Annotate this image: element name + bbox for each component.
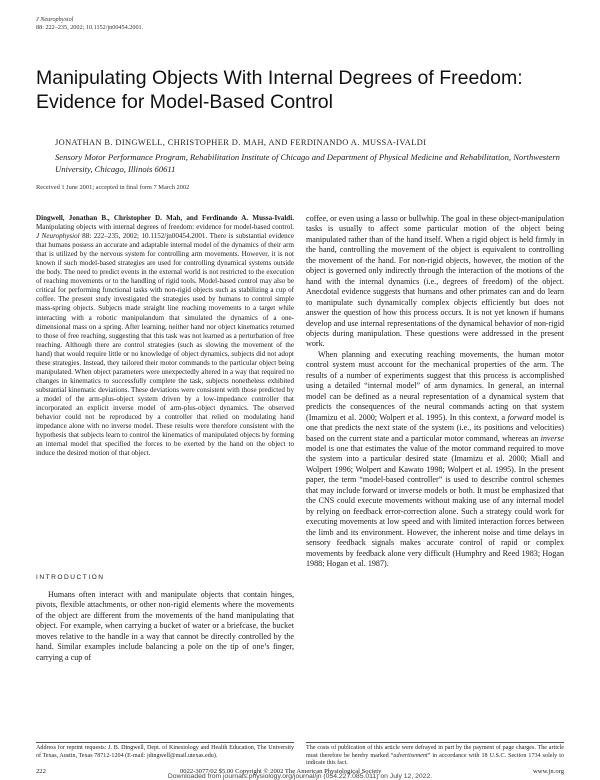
emphasis-forward: forward	[507, 412, 534, 422]
page-number: 222	[36, 768, 46, 775]
abstract	[36, 214, 294, 458]
abstract-journal-name: J Neurophysiol	[36, 232, 80, 241]
footnote-advertisement: advertisement	[393, 752, 428, 759]
footnote-reprint-address: Address for reprint requests: J. B. Dingwell, Dept. of Kinesiology and Health Education, The University of Texas, Austin, Texas 78712-1204 (E-mail: jdingwell@mail.utexas.edu).	[36, 745, 294, 759]
paper-title: Manipulating Objects With Internal Degrees of Freedom: Evidence for Model-Based Control	[36, 67, 523, 113]
author-list: JONATHAN B. DINGWELL, CHRISTOPHER D. MAH, AND FERDINANDO A. MUSSA-IVALDI	[55, 138, 427, 147]
copyright-line: 0022-3077/02 $5.00 Copyright © 2002 The American Physiological Society	[180, 768, 382, 775]
section-heading-introduction: INTRODUCTION	[36, 574, 105, 581]
emphasis-inverse: inverse	[540, 433, 564, 443]
abstract-citation-title: Manipulating objects with internal degrees of freedom: evidence for model-based control.	[36, 223, 294, 232]
journal-website: www.jn.org	[533, 768, 564, 775]
right-paragraph-1: coffee, or even using a lasso or bullwhip. The goal in these object-manipulation tasks is usually to affect some particular motion of the object being manipulated rather than of the hand itself. When a rigid object is held firmly in the hand, controlling the movement of the object is equivalent to controlling the movement of the hand. For non-rigid objects, however, the motion of the object is governed only indirectly through the interaction of the motions of the hand with the internal dynamics (i.e., degrees of freedom) of the object. Anecdotal evidence suggests that humans and other primates can and do learn to manipulate such dynamically complex objects efficiently but does not answer the question of how this process occurs. It is not yet known if humans develop and use internal representations of the dynamical behavior of non-rigid objects during manipulation. These questions were addressed in the present work.	[306, 214, 564, 349]
download-notice: Downloaded from journals.physiology.org/journal/jn (054.227.085.011) on July 12, 2022.	[167, 773, 433, 780]
abstract-authors: Dingwell, Jonathan B., Christopher D. Mah, and Ferdinando A. Mussa-Ivaldi.	[36, 214, 294, 222]
received-dates: Received 1 June 2001; accepted in final form 7 March 2002	[36, 184, 190, 191]
introduction-paragraph: Humans often interact with and manipulate objects that contain hinges, pivots, flexible attachments, or other non-rigid elements where the movements of the object are different from the movements of the hand manipulating that object. For example, when carrying a bucket of water or a briefcase, the bucket moves relative to the handle in a way that cannot be directly controlled by the hand. Similar examples include balancing a pole on the tip of one’s finger, carrying a cup of	[36, 590, 294, 662]
journal-header	[36, 16, 143, 31]
right-column-text	[306, 214, 564, 569]
abstract-body: There is substantial evidence that humans possess an accurate and adaptable internal model of the dynamics of their arm that is utilized by the nervous system for controlling arm movements. However, it is not known if such model-based strategies are used for controlling dynamical systems outside the body. The need to predict events in the external world is not restricted to the execution of reaching movements or to the handling of rigid tools. Model-based control may also be critical for performing functional tasks with non-rigid objects such as stabilizing a cup of coffee. The present study investigated the strategies used by humans to control simple mass-spring objects. Subjects made straight line reaching movements to a target while interacting with a robotic manipulandum that simulated the dynamics of a one-dimensional mass on a spring. After learning, neither hand nor object kinematics returned to those of free reaching, suggesting that this task was not learned as a perturbation of free reaching. Although there are control strategies (such as slowing the movement of the hand) that would require little or no knowledge of object dynamics, subjects did not adopt these strategies. Instead, they tailored their motor commands to the particular object being manipulated. When object parameters were unexpectedly altered in a way that required no changes in kinematics to successfully complete the task, subjects nonetheless exhibited substantial kinematic deviations. These deviations were consistent with those predicted by a model of the arm-plus-object system driven by a low-impedance controller that incorporated an explicit inverse model of arm-plus-object dynamics. The observed behavior could not be reproduced by a controller that relied on modulating hand impedance alone with no inverse model. These results were therefore consistent with the hypothesis that subjects learn to control the kinematics of manipulated objects by forming an internal model that specified the forces to be exerted by the hand on the object to induce the desired motion of that object.	[36, 232, 294, 458]
journal-reference: 88: 222–235, 2002; 10.1152/jn00454.2001.	[36, 23, 144, 31]
abstract-citation-ref: 88: 222–235, 2002; 10.1152/jn00454.2001.	[82, 232, 208, 241]
affiliation: Sensory Motor Performance Program, Rehabilitation Institute of Chicago and Department of Physical Medicine and Rehabilitation, Northwestern University, Chicago, Illinois 60611	[55, 152, 560, 174]
footnote-publication-costs: The costs of publication of this article were defrayed in part by the payment of page charges. The article must therefore be hereby marked “advertisement” in accordance with 18 U.S.C. Section 1734 solely to indicate this fact.	[306, 745, 565, 767]
footnote-rule-left	[36, 742, 294, 743]
footnote-rule-right	[306, 742, 564, 743]
right-paragraph-2: When planning and executing reaching movements, the human motor control system must account for the mechanical properties of the arm. The results of a number of experiments suggest that this process is accomplished using a detailed “internal model” of arm dynamics. In general, an internal model can be defined as a neural representation of a dynamical system that predicts the consequences of the neural commands acting on that system (Imamizu et al. 2000; Wolpert et al. 1995). In this context, a forward model is one that predicts the next state of the system (i.e., its positions and velocities) based on the current state and a particular motor command, whereas an inverse model is one that estimates the value of the motor command required to move the system into a particular desired state (Imamizu et al. 2000; Miall and Wolpert 1996; Wolpert and Kawato 1998; Wolpert et al. 1995). In the present paper, the term “model-based controller” is used to describe control schemes that may include forward or inverse models or both. It must be emphasized that the CNS could execute movements without making use of any internal model by relying on feedback error-correction alone. Such a strategy could work for executing movements at low speed and with limited interaction forces between the limb and its environment. However, the inherent noise and time delays in sensory feedback signals makes accurate control of rapid or complex movements by feedback alone very difficult (Humphry and Reed 1983; Hogan 1988; Hogan et al. 1987).	[306, 349, 564, 568]
journal-name: J Neurophysiol	[36, 16, 74, 23]
